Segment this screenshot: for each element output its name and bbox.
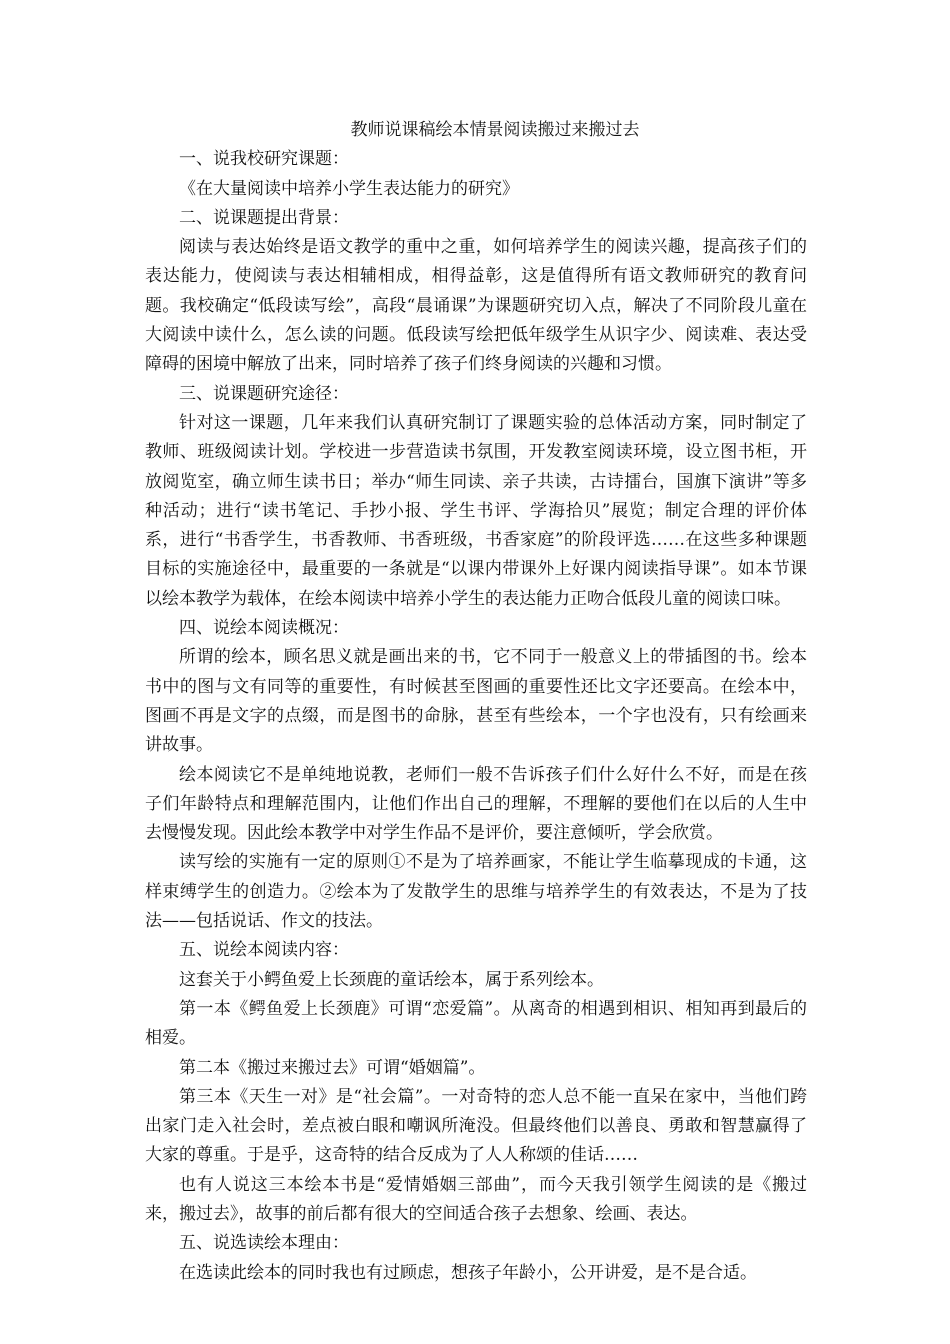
paragraph-selection-concern: 在选读此绘本的同时我也有过顾虑，想孩子年龄小，公开讲爱，是不是合适。 (179, 1262, 757, 1283)
paragraph-background: 阅读与表达始终是语文教学的重中之重，如何培养学生的阅读兴趣，提高孩子们的表达能力，使阅读与表达相辅相成，相得益彰，这是值得所有语文教师研究的教育问题。我校确定“低段读写绘”，高段“晨诵课”为课题研究切入点，解决了不同阶段儿童在大阅读中读什么，怎么读的问题。低段读写绘把低年级学生从识字少、阅读难、表达受障碍的困境中解放了出来，同时培养了孩子们终身阅读的兴趣和习惯。 (145, 237, 807, 375)
document-body (145, 116, 807, 1288)
paragraph-trilogy: 也有人说这三本绘本书是“爱情婚姻三部曲”，而今天我引领学生阅读的是《搬过来，搬过去》，故事的前后都有很大的空间适合孩子去想象、绘画、表达。 (145, 1174, 807, 1224)
paragraph-principles: 读写绘的实施有一定的原则①不是为了培养画家，不能让学生临摹现成的卡通，这样束缚学生的创造力。②绘本为了发散学生的思维与培养学生的有效表达，不是为了技法——包括说话、作文的技法。 (145, 852, 807, 932)
section-heading-research-topic: 一、说我校研究课题： (179, 149, 349, 170)
paragraph-picture-book-reading: 绘本阅读它不是单纯地说教，老师们一般不告诉孩子们什么好什么不好，而是在孩子们年龄特点和理解范围内，让他们作出自己的理解，不理解的要他们在以后的人生中去慢慢发现。因此绘本教学中对学生作品不是评价，要注意倾听，学会欣赏。 (145, 764, 807, 844)
section-heading-research-approach: 三、说课题研究途径： (179, 383, 349, 404)
research-topic-name: 《在大量阅读中培养小学生表达能力的研究》 (179, 178, 519, 199)
section-heading-picture-book-overview: 四、说绘本阅读概况： (179, 618, 349, 639)
paragraph-series-intro: 这套关于小鳄鱼爱上长颈鹿的童话绘本，属于系列绘本。 (179, 969, 604, 990)
section-heading-background: 二、说课题提出背景： (179, 207, 349, 228)
section-heading-reading-content: 五、说绘本阅读内容： (179, 940, 349, 961)
paragraph-book-two: 第二本《搬过来搬过去》可谓“婚姻篇”。 (179, 1057, 486, 1078)
section-heading-selection-reason: 五、说选读绘本理由： (179, 1233, 349, 1254)
paragraph-research-approach: 针对这一课题，几年来我们认真研究制订了课题实验的总体活动方案，同时制定了教师、班级阅读计划。学校进一步营造读书氛围，开发教室阅读环境，设立图书柜，开放阅览室，确立师生读书日；举办“师生同读、亲子共读，古诗擂台，国旗下演讲”等多种活动；进行“读书笔记、手抄小报、学生书评、学海拾贝”展览；制定合理的评价体系，进行“书香学生，书香教师、书香班级，书香家庭”的阶段评选……在这些多种课题目标的实施途径中，最重要的一条就是“以课内带课外上好课内阅读指导课”。如本节课以绘本教学为载体，在绘本阅读中培养小学生的表达能力正吻合低段儿童的阅读口味。 (145, 412, 807, 609)
paragraph-book-three: 第三本《天生一对》是“社会篇”。一对奇特的恋人总不能一直呆在家中，当他们跨出家门走入社会时，差点被白眼和嘲讽所淹没。但最终他们以善良、勇敢和智慧赢得了大家的尊重。于是乎，这奇特的结合反成为了人人称颂的佳话…… (145, 1086, 807, 1166)
paragraph-book-one: 第一本《鳄鱼爱上长颈鹿》可谓“恋爱篇”。从离奇的相遇到相识、相知再到最后的相爱。 (145, 998, 807, 1049)
document-title: 教师说课稿绘本情景阅读搬过来搬过去 (350, 120, 640, 140)
paragraph-picture-book-definition: 所谓的绘本，顾名思义就是画出来的书，它不同于一般意义上的带插图的书。绘本书中的图与文有同等的重要性，有时候甚至图画的重要性还比文字还要高。在绘本中，图画不再是文字的点缀，而是图书的命脉，甚至有些绘本，一个字也没有，只有绘画来讲故事。 (145, 647, 807, 756)
